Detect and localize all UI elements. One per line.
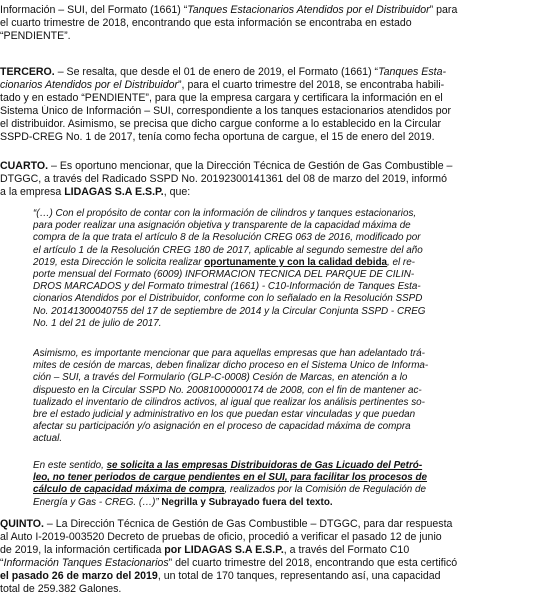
text-run: SSPD-CREG No. 1 de 2017, tenía como fecha oportuna de cargue, el 15 de enero del 2019. <box>0 131 435 143</box>
text-run: Asimismo, es importante mencionar que para aquellas empresas que han adelantado trá- <box>33 348 425 359</box>
text-run: cionarios Atendidos por el Distribuidor <box>0 79 179 91</box>
text-run: porte mensual del Formato (6009) INFORMACIÓN TÉCNICA DEL PARQUE DE CILIN- <box>33 269 415 281</box>
text-run: ”, para el cuarto trimestre del 2018, se encontraba habili- <box>178 79 445 91</box>
paragraph-intro <box>0 4 542 43</box>
text-line <box>33 372 510 384</box>
text-run: TERCERO. <box>0 66 55 78</box>
text-run: por LIDAGAS S.A E.S.P. <box>164 544 284 556</box>
text-line <box>0 531 542 544</box>
text-line <box>0 186 542 199</box>
quote-block-3 <box>33 460 510 509</box>
text-line <box>33 318 510 330</box>
text-run: 2019, esta Dirección le solicita realizar <box>33 256 205 268</box>
paragraph-tercero <box>0 66 542 144</box>
text-run: oportunamente y con la calidad debida <box>204 256 387 268</box>
text-run: mites de cesión de marcas, deben finalizar dicho proceso en el Sistema Único de Informa- <box>33 360 429 372</box>
text-run: dispuesto en la Circular SSPD No. 20081000000174 de 2008, con el fin de mantener ac- <box>33 384 422 396</box>
text-run: bre el estado judicial y administrativo en los que puedan estar vinculadas y que puedan <box>33 409 416 421</box>
text-line <box>0 79 542 92</box>
text-line <box>33 360 510 372</box>
text-line <box>33 409 510 421</box>
text-line <box>33 257 510 269</box>
text-run: cionarios Atendidos por el Distribuidor, conforme con lo señalado en la Resolución SSPD <box>33 293 423 305</box>
text-line <box>33 220 510 232</box>
text-run: tualizado el inventario de cilindros activos, al igual que realizar los análisis pertinentes so- <box>33 396 425 408</box>
text-line <box>0 544 542 557</box>
text-line <box>0 557 542 570</box>
text-line <box>33 245 510 257</box>
text-line <box>33 421 510 433</box>
text-run: “PENDIENTE”. <box>0 30 71 42</box>
text-run: afectar su participación y/o asignación en el proceso de capacidad máxima de compra <box>33 421 411 433</box>
text-run: Tanques Esta- <box>378 66 447 78</box>
text-line <box>0 66 542 79</box>
text-line <box>0 118 542 131</box>
text-line <box>33 460 510 472</box>
text-run: , que: <box>163 186 191 198</box>
text-run: ción – SUI, a través del Formulario (GLP-C-0008) Cesión de Marcas, en atención a lo <box>33 372 408 384</box>
text-line <box>33 348 510 360</box>
text-line <box>33 306 510 318</box>
text-run: , a través del Formato C10 <box>283 544 410 556</box>
text-run: Tanques Estacionarios Atendidos por el Distribuidor <box>187 4 430 16</box>
text-run: DTGGC, a través del Radicado SSPD No. 20192300141361 del 08 de marzo del 2019, informó <box>0 173 447 185</box>
text-run: En este sentido, <box>33 460 107 471</box>
text-run: “ <box>0 557 4 569</box>
text-run: compra de la que trata el artículo 8 de la Resolución CREG 063 de 2016, modificado por <box>33 232 421 244</box>
text-run: el pasado 26 de marzo del 2019 <box>0 570 158 582</box>
text-run: “(…) Con el propósito de contar con la información de cilindros y tanques estacionarios, <box>33 208 417 219</box>
text-line <box>33 281 510 293</box>
text-run: se solicita a las empresas Distribuidoras de Gas Licuado del Petró- <box>106 460 423 471</box>
text-run: cálculo de capacidad máxima de compra <box>33 484 225 496</box>
paragraph-cuarto <box>0 160 542 199</box>
text-run: total de 259.382 Galones. <box>0 583 122 595</box>
text-line <box>0 92 542 105</box>
quote-block-2 <box>33 348 510 446</box>
text-run: DROS MARCADOS y del Formato trimestral (1661) - C10-Información de Tanques Esta- <box>33 281 421 293</box>
text-line <box>0 518 542 531</box>
text-line <box>33 497 510 509</box>
text-run: ” para <box>429 4 458 16</box>
text-line <box>33 472 510 484</box>
text-run: para poder realizar una asignación objetiva y transparente de la capacidad máxima de <box>33 220 411 232</box>
text-run: Sistema Único de Información – SUI, correspondiente a los tanques estacionarios atendidos por <box>0 105 452 117</box>
text-run: de 2019, la información certificada <box>0 544 165 556</box>
text-run: , realizados por la Comisión de Regulación de <box>224 484 427 496</box>
text-run: a la empresa <box>0 186 65 198</box>
text-run: – Es oportuno mencionar, que la Dirección Técnica de Gestión de Gas Combustible – <box>48 160 453 172</box>
text-run: al Auto I-2019-003520 Decreto de pruebas de oficio, procedió a verificar el pasado 12 de junio <box>0 531 442 543</box>
text-line <box>0 105 542 118</box>
text-run: CUARTO. <box>0 160 49 172</box>
text-line <box>33 293 510 305</box>
text-line <box>0 160 542 173</box>
text-run: – La Dirección Técnica de Gestión de Gas Combustible – DTGGC, para dar respuesta <box>43 518 453 530</box>
text-run: Información Tanques Estacionarios <box>3 557 169 569</box>
text-run: Energía y Gas - CREG. (…)” <box>33 496 159 508</box>
text-line <box>33 484 510 496</box>
text-line <box>0 4 542 17</box>
text-run: , un total de 170 tanques, representando así, una capacidad <box>157 570 441 582</box>
text-line <box>0 570 542 583</box>
text-line <box>0 17 542 30</box>
text-run: Información – SUI, del Formato (1661) “ <box>0 4 188 16</box>
text-line <box>0 583 542 596</box>
text-run: Negrilla y Subrayado fuera del texto. <box>158 496 333 508</box>
text-line <box>33 397 510 409</box>
text-run: leo, no tener periodos de cargue pendientes en el SUI, para facilitar los procesos de <box>33 472 428 484</box>
text-run: No. 1 del 21 de julio de 2017. <box>33 317 162 329</box>
text-run: , el re- <box>386 256 415 268</box>
text-run: LIDAGAS S.A E.S.P. <box>64 186 164 198</box>
text-run: el cuarto trimestre de 2018, encontrando que esta información se encontraba en estado <box>0 17 412 29</box>
text-run: el artículo 1 de la Resolución CREG 180 de 2017, aplicable al segundo semestre del año <box>33 244 423 256</box>
text-line <box>33 385 510 397</box>
text-line <box>33 269 510 281</box>
paragraph-quinto <box>0 518 542 596</box>
text-line <box>0 30 542 43</box>
text-run: No. 20141300040755 del 17 de septiembre de 2014 y la Circular Conjunta SSPD - CREG <box>33 305 426 317</box>
text-run: QUINTO. <box>0 518 44 530</box>
text-line <box>33 232 510 244</box>
text-line <box>33 208 510 220</box>
text-line <box>0 173 542 186</box>
text-line <box>0 131 542 144</box>
text-line <box>33 433 510 445</box>
text-run: actual. <box>33 433 63 445</box>
text-run: tado y en estado “PENDIENTE”, para que la empresa cargara y certificara la información en el <box>0 92 443 104</box>
text-run: ” del cuarto trimestre del 2018, encontrando que esta certificó <box>168 557 458 569</box>
text-run: – Se resalta, que desde el 01 de enero de 2019, el Formato (1661) “ <box>54 66 379 78</box>
text-run: el distribuidor. Asimismo, se precisa que dicho cargue conforme a lo establecido en la Circular <box>0 118 442 130</box>
quote-block-1 <box>33 208 510 330</box>
